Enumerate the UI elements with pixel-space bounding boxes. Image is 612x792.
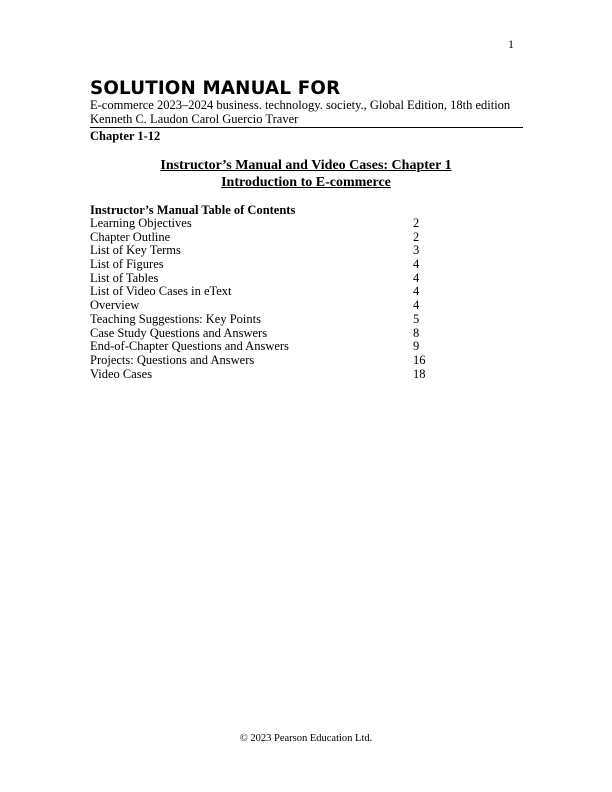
toc-heading: Instructor’s Manual Table of Contents: [90, 203, 296, 217]
manual-heading-line1: Instructor’s Manual and Video Cases: Chapter 1: [160, 158, 452, 173]
toc-page: 2: [413, 216, 420, 230]
manual-heading: [90, 157, 522, 191]
toc-label: Chapter Outline: [90, 229, 171, 244]
toc-row: [90, 340, 450, 354]
toc-page: 4: [413, 284, 420, 299]
table-of-contents: [90, 203, 450, 381]
toc-label: Learning Objectives: [90, 216, 192, 230]
toc-row: [90, 258, 450, 272]
toc-row: [90, 244, 450, 258]
authors-line: Kenneth C. Laudon Carol Guercio Traver: [90, 112, 299, 126]
toc-page: 4: [413, 257, 420, 272]
toc-label: Projects: Questions and Answers: [90, 352, 255, 367]
toc-page: 8: [413, 325, 420, 340]
toc-label: List of Figures: [90, 257, 164, 272]
banner-title: SOLUTION MANUAL FOR: [90, 77, 341, 99]
toc-label: Case Study Questions and Answers: [90, 325, 268, 340]
toc-page: 5: [413, 311, 420, 326]
toc-row: [90, 313, 450, 327]
toc-label: List of Key Terms: [90, 243, 181, 258]
toc-page: 3: [413, 243, 420, 258]
toc-label: List of Tables: [90, 270, 159, 285]
toc-row: [90, 217, 450, 231]
toc-row: [90, 231, 450, 245]
toc-label: Teaching Suggestions: Key Points: [90, 311, 261, 326]
toc-page: 18: [413, 366, 426, 381]
footer-copyright: © 2023 Pearson Education Ltd.: [239, 733, 373, 744]
toc-label: Video Cases: [90, 366, 153, 381]
chapter-range: Chapter 1-12: [90, 129, 161, 143]
manual-heading-line2: Introduction to E-commerce: [221, 175, 391, 190]
toc-page: 9: [413, 339, 420, 354]
document-header: [90, 78, 522, 143]
book-title-line: E-commerce 2023–2024 business. technology. society., Global Edition, 18th edition: [90, 98, 511, 112]
toc-page: 4: [413, 298, 420, 313]
toc-row: [90, 272, 450, 286]
toc-label: Overview: [90, 298, 140, 313]
toc-row: [90, 368, 450, 382]
toc-page: 16: [413, 352, 426, 367]
toc-row: [90, 285, 450, 299]
toc-row: [90, 327, 450, 341]
toc-row: [90, 299, 450, 313]
toc-row: [90, 354, 450, 368]
toc-page: 2: [413, 229, 420, 244]
toc-label: List of Video Cases in eText: [90, 284, 232, 299]
toc-page: 4: [413, 270, 420, 285]
header-divider: [90, 127, 523, 128]
toc-label: End-of-Chapter Questions and Answers: [90, 339, 289, 354]
page-number: 1: [508, 37, 514, 51]
